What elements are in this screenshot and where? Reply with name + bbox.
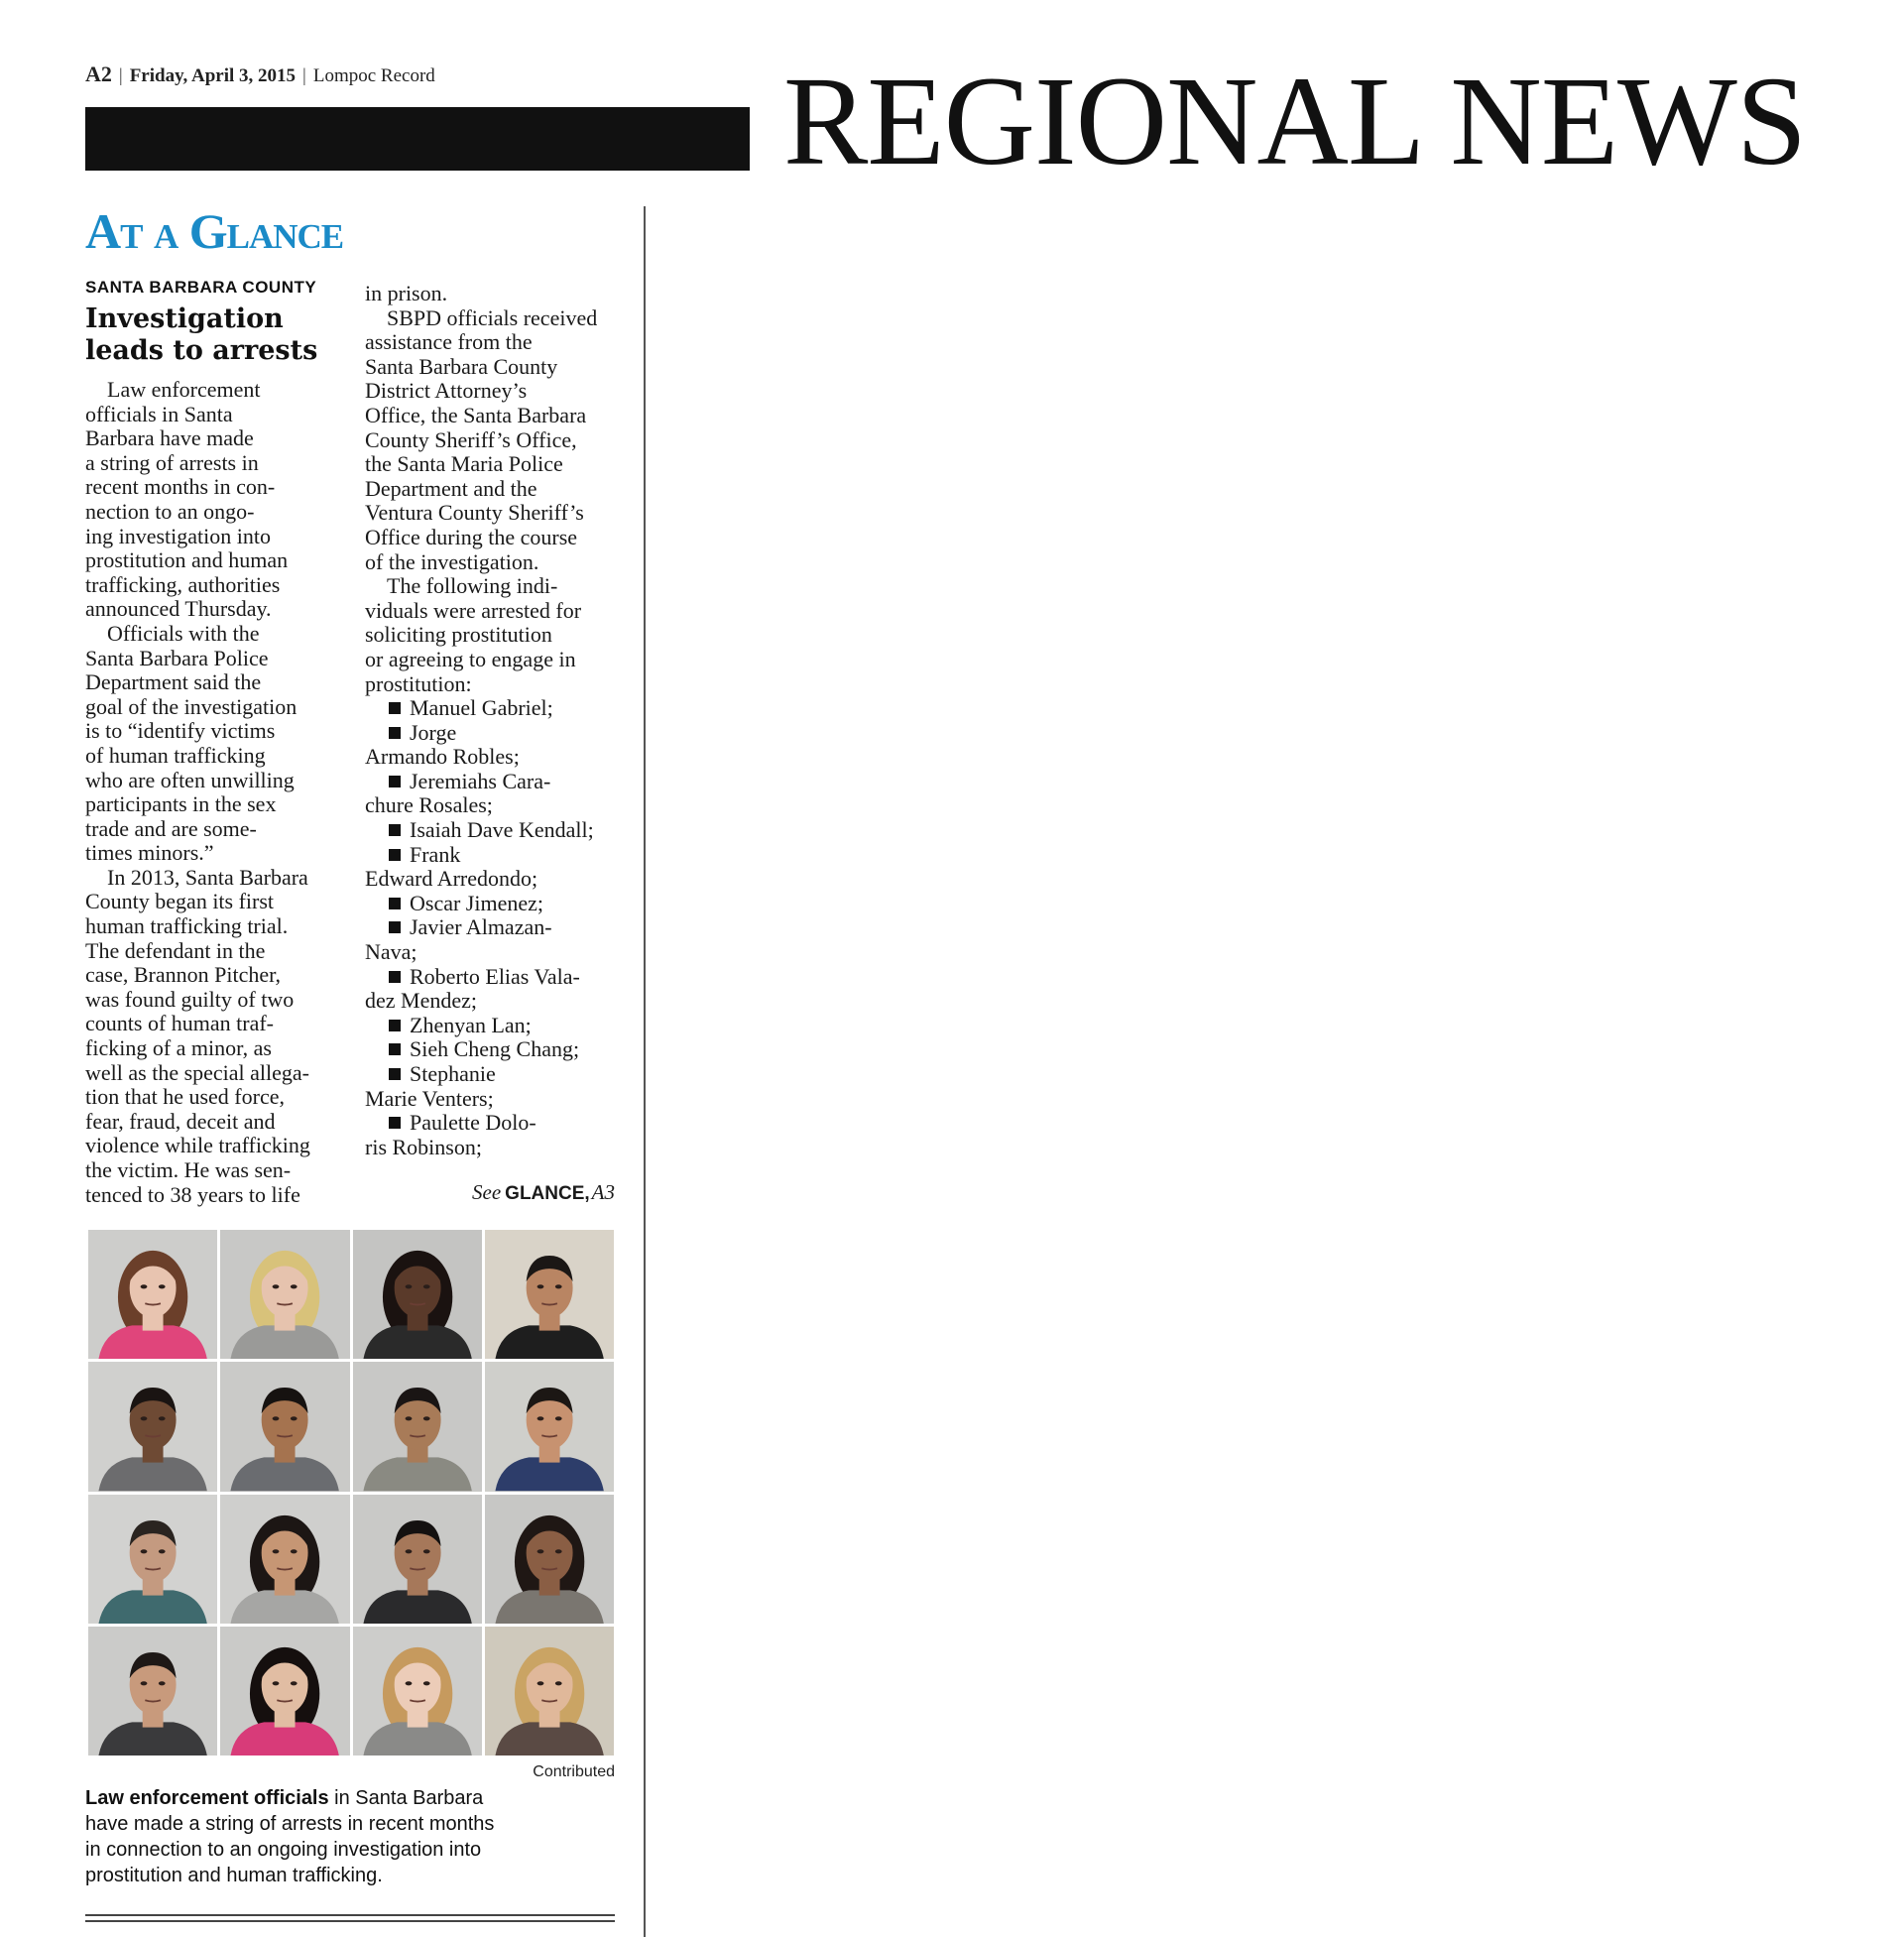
mugshot-photo <box>220 1495 349 1624</box>
bottom-rule <box>85 1914 615 1916</box>
body-line <box>85 548 310 573</box>
photo-caption <box>85 1785 581 1888</box>
line-text: trafficking, authorities <box>85 571 281 597</box>
person-silhouette-icon <box>353 1627 482 1755</box>
person-silhouette-icon <box>220 1495 349 1624</box>
body-line <box>85 597 310 622</box>
line-text: Jorge <box>410 719 457 745</box>
line-text: counts of human traf- <box>85 1011 274 1036</box>
person-silhouette-icon <box>88 1362 217 1491</box>
list-item <box>365 770 597 794</box>
body-line <box>85 451 310 476</box>
line-text: ficking of a minor, as <box>85 1035 272 1061</box>
caption-line <box>85 1785 581 1811</box>
body-line <box>85 426 310 451</box>
line-text: human trafficking trial. <box>85 913 289 939</box>
line-text: The following indi- <box>387 573 558 599</box>
body-line <box>85 769 310 793</box>
line-text: Manuel Gabriel; <box>410 695 553 721</box>
line-text: announced Thursday. <box>85 596 272 622</box>
line-text: who are often unwilling <box>85 767 295 792</box>
line-text: of human trafficking <box>85 742 266 768</box>
body-line <box>365 745 597 770</box>
caption-line: in connection to an ongoing investigation into <box>85 1839 482 1861</box>
line-text: viduals were arrested for <box>365 597 582 623</box>
caption-lead: Law enforcement officials <box>85 1787 329 1809</box>
mugshot-photo <box>88 1495 217 1624</box>
bullet-square-icon <box>389 1068 401 1080</box>
list-item <box>365 721 597 746</box>
bullet-square-icon <box>389 1117 401 1129</box>
line-text: tenced to 38 years to life <box>85 1181 300 1207</box>
body-line <box>365 306 597 331</box>
body-line <box>365 599 597 624</box>
mugshot-photo <box>485 1627 614 1755</box>
line-text: Law enforcement <box>107 377 261 402</box>
body-line <box>365 867 597 892</box>
body-line <box>85 525 310 549</box>
body-line <box>85 500 310 525</box>
body-line <box>85 622 310 647</box>
line-text: the victim. He was sen- <box>85 1157 292 1182</box>
header-separator: | <box>118 65 123 86</box>
bullet-square-icon <box>389 921 401 933</box>
body-line <box>85 403 310 427</box>
body-line <box>365 526 597 550</box>
bullet-square-icon <box>389 1020 401 1031</box>
jump-word: GLANCE, <box>505 1183 590 1204</box>
body-line <box>85 890 310 914</box>
line-text: prostitution and human <box>85 547 289 573</box>
body-line <box>365 793 597 818</box>
line-text: of the investigation. <box>365 548 539 574</box>
bullet-square-icon <box>389 727 401 739</box>
body-line <box>85 475 310 500</box>
body-line <box>85 1012 310 1036</box>
line-text: or agreeing to engage in <box>365 646 576 671</box>
person-silhouette-icon <box>485 1627 614 1755</box>
body-line <box>85 378 310 403</box>
line-text: Armando Robles; <box>365 744 520 770</box>
line-text: times minors.” <box>85 840 214 866</box>
person-silhouette-icon <box>353 1230 482 1359</box>
person-silhouette-icon <box>220 1362 349 1491</box>
line-text: Marie Venters; <box>365 1085 494 1111</box>
story-column-2 <box>365 282 597 1159</box>
line-text: is to “identify victims <box>85 718 276 744</box>
body-line <box>365 623 597 648</box>
mugshot-photo <box>88 1230 217 1359</box>
mugshot-photo <box>88 1362 217 1491</box>
header-black-bar <box>85 107 750 171</box>
line-text: officials in Santa <box>85 401 233 426</box>
line-text: County Sheriff’s Office, <box>365 426 577 452</box>
line-text: dez Mendez; <box>365 988 477 1014</box>
list-item <box>365 1111 597 1136</box>
line-text: Officials with the <box>107 620 260 646</box>
body-line <box>85 866 310 891</box>
line-text: Office during the course <box>365 524 578 549</box>
story-column-1 <box>85 378 310 1207</box>
line-text: Frank <box>410 841 461 867</box>
line-text: Isaiah Dave Kendall; <box>410 817 594 843</box>
line-text: ing investigation into <box>85 523 271 548</box>
body-line <box>365 1087 597 1112</box>
story-headline <box>85 303 353 367</box>
caption-rest: in Santa Barbara <box>328 1787 484 1809</box>
person-silhouette-icon <box>88 1495 217 1624</box>
line-text: Department said the <box>85 669 262 695</box>
body-line <box>85 1158 310 1183</box>
body-line <box>85 914 310 939</box>
headline-line: Investigation <box>85 303 284 334</box>
list-item <box>365 843 597 868</box>
line-text: tion that he used force, <box>85 1084 285 1110</box>
body-line <box>365 379 597 404</box>
story-kicker: SANTA BARBARA COUNTY <box>85 278 317 297</box>
body-line <box>365 330 597 355</box>
person-silhouette-icon <box>88 1627 217 1755</box>
line-text: in prison. <box>365 281 448 305</box>
line-text: District Attorney’s <box>365 378 528 404</box>
body-line <box>365 404 597 428</box>
publication-name: Lompoc Record <box>312 65 435 86</box>
header-separator: | <box>302 65 306 86</box>
mugshot-photo <box>353 1495 482 1624</box>
line-text: The defendant in the <box>85 937 266 963</box>
person-silhouette-icon <box>485 1362 614 1491</box>
page-number: A2 <box>85 61 112 86</box>
list-item <box>365 818 597 843</box>
line-text: prostitution: <box>365 670 472 696</box>
body-line <box>85 1134 310 1158</box>
person-silhouette-icon <box>220 1627 349 1755</box>
bullet-square-icon <box>389 971 401 983</box>
line-text: Nava; <box>365 939 417 965</box>
line-text: Stephanie <box>410 1061 496 1086</box>
line-text: assistance from the <box>365 329 533 355</box>
bullet-square-icon <box>389 898 401 909</box>
line-text: goal of the investigation <box>85 693 298 719</box>
line-text: Office, the Santa Barbara <box>365 402 587 427</box>
mugshot-photo <box>353 1627 482 1755</box>
section-title: REGIONAL NEWS <box>783 51 1806 191</box>
body-line <box>85 988 310 1013</box>
line-text: soliciting prostitution <box>365 622 552 648</box>
body-line <box>365 940 597 965</box>
line-text: Sieh Cheng Chang; <box>410 1036 580 1062</box>
line-text: County began its first <box>85 889 275 914</box>
line-text: Oscar Jimenez; <box>410 890 543 915</box>
body-line <box>365 648 597 672</box>
body-line <box>85 1036 310 1061</box>
body-line <box>365 452 597 477</box>
issue-date: Friday, April 3, 2015 <box>129 65 297 86</box>
mugshot-photo <box>485 1362 614 1491</box>
page-header <box>85 61 435 87</box>
mugshot-grid <box>88 1230 614 1755</box>
body-line <box>85 719 310 744</box>
line-text: Zhenyan Lan; <box>410 1012 532 1037</box>
jump-see: See <box>472 1180 502 1204</box>
mugshot-photo <box>485 1495 614 1624</box>
glance-title: At a Glance <box>85 203 344 259</box>
mugshot-photo <box>353 1362 482 1491</box>
line-text: chure Rosales; <box>365 792 493 818</box>
body-line <box>365 550 597 575</box>
line-text: a string of arrests in <box>85 449 259 475</box>
line-text: well as the special allega- <box>85 1059 310 1085</box>
mugshot-photo <box>220 1362 349 1491</box>
bullet-square-icon <box>389 702 401 714</box>
line-text: Edward Arredondo; <box>365 866 538 892</box>
list-item <box>365 892 597 916</box>
body-line <box>85 695 310 720</box>
list-item <box>365 696 597 721</box>
body-line <box>85 1183 310 1208</box>
mugshot-photo <box>485 1230 614 1359</box>
mugshot-photo <box>220 1230 349 1359</box>
caption-line: have made a string of arrests in recent months <box>85 1813 495 1835</box>
body-line <box>365 355 597 380</box>
mugshot-photo <box>353 1230 482 1359</box>
bullet-square-icon <box>389 776 401 787</box>
body-line <box>85 1061 310 1086</box>
body-line <box>365 282 597 306</box>
body-line <box>85 841 310 866</box>
line-text: Ventura County Sheriff’s <box>365 500 584 526</box>
body-line <box>85 817 310 842</box>
column-divider <box>644 206 646 1937</box>
person-silhouette-icon <box>353 1495 482 1624</box>
line-text: fear, fraud, deceit and <box>85 1108 276 1134</box>
line-text: participants in the sex <box>85 791 277 817</box>
line-text: nection to an ongo- <box>85 498 255 524</box>
body-line <box>85 647 310 671</box>
body-line <box>365 574 597 599</box>
line-text: Roberto Elias Vala- <box>410 963 580 989</box>
list-item <box>365 965 597 990</box>
jump-line[interactable] <box>472 1180 615 1205</box>
line-text: In 2013, Santa Barbara <box>107 864 308 890</box>
bottom-rule <box>85 1920 615 1922</box>
body-line <box>85 670 310 695</box>
person-silhouette-icon <box>485 1230 614 1359</box>
line-text: Santa Barbara County <box>365 353 558 379</box>
line-text: SBPD officials received <box>387 304 598 330</box>
body-line <box>365 477 597 502</box>
body-line <box>365 501 597 526</box>
line-text: trade and are some- <box>85 815 257 841</box>
person-silhouette-icon <box>220 1230 349 1359</box>
person-silhouette-icon <box>485 1495 614 1624</box>
bullet-square-icon <box>389 849 401 861</box>
caption-line: prostitution and human trafficking. <box>85 1865 383 1886</box>
line-text: violence while trafficking <box>85 1133 310 1158</box>
line-text: Javier Almazan- <box>410 914 552 940</box>
line-text: Jeremiahs Cara- <box>410 768 551 793</box>
line-text: the Santa Maria Police <box>365 451 563 477</box>
list-item <box>365 1014 597 1038</box>
body-line <box>85 1085 310 1110</box>
jump-page: A3 <box>591 1180 615 1204</box>
list-item <box>365 1062 597 1087</box>
line-text: case, Brannon Pitcher, <box>85 962 282 988</box>
line-text: recent months in con- <box>85 474 276 500</box>
line-text: Department and the <box>365 475 537 501</box>
body-line <box>85 939 310 964</box>
body-line <box>365 428 597 453</box>
bullet-square-icon <box>389 1043 401 1055</box>
list-item <box>365 915 597 940</box>
mugshot-photo <box>220 1627 349 1755</box>
body-line <box>85 1110 310 1135</box>
line-text: ris Robinson; <box>365 1134 482 1159</box>
person-silhouette-icon <box>353 1362 482 1491</box>
mugshot-photo <box>88 1627 217 1755</box>
body-line <box>365 989 597 1014</box>
body-line <box>85 573 310 598</box>
list-item <box>365 1037 597 1062</box>
headline-line: leads to arrests <box>85 335 318 366</box>
person-silhouette-icon <box>88 1230 217 1359</box>
line-text: was found guilty of two <box>85 986 295 1012</box>
photo-credit: Contributed <box>533 1763 615 1780</box>
body-line <box>85 792 310 817</box>
line-text: Barbara have made <box>85 425 254 451</box>
body-line <box>365 672 597 697</box>
line-text: Santa Barbara Police <box>85 645 269 670</box>
body-line <box>85 744 310 769</box>
body-line <box>85 963 310 988</box>
body-line <box>365 1136 597 1160</box>
bullet-square-icon <box>389 824 401 836</box>
line-text: Paulette Dolo- <box>410 1110 536 1136</box>
